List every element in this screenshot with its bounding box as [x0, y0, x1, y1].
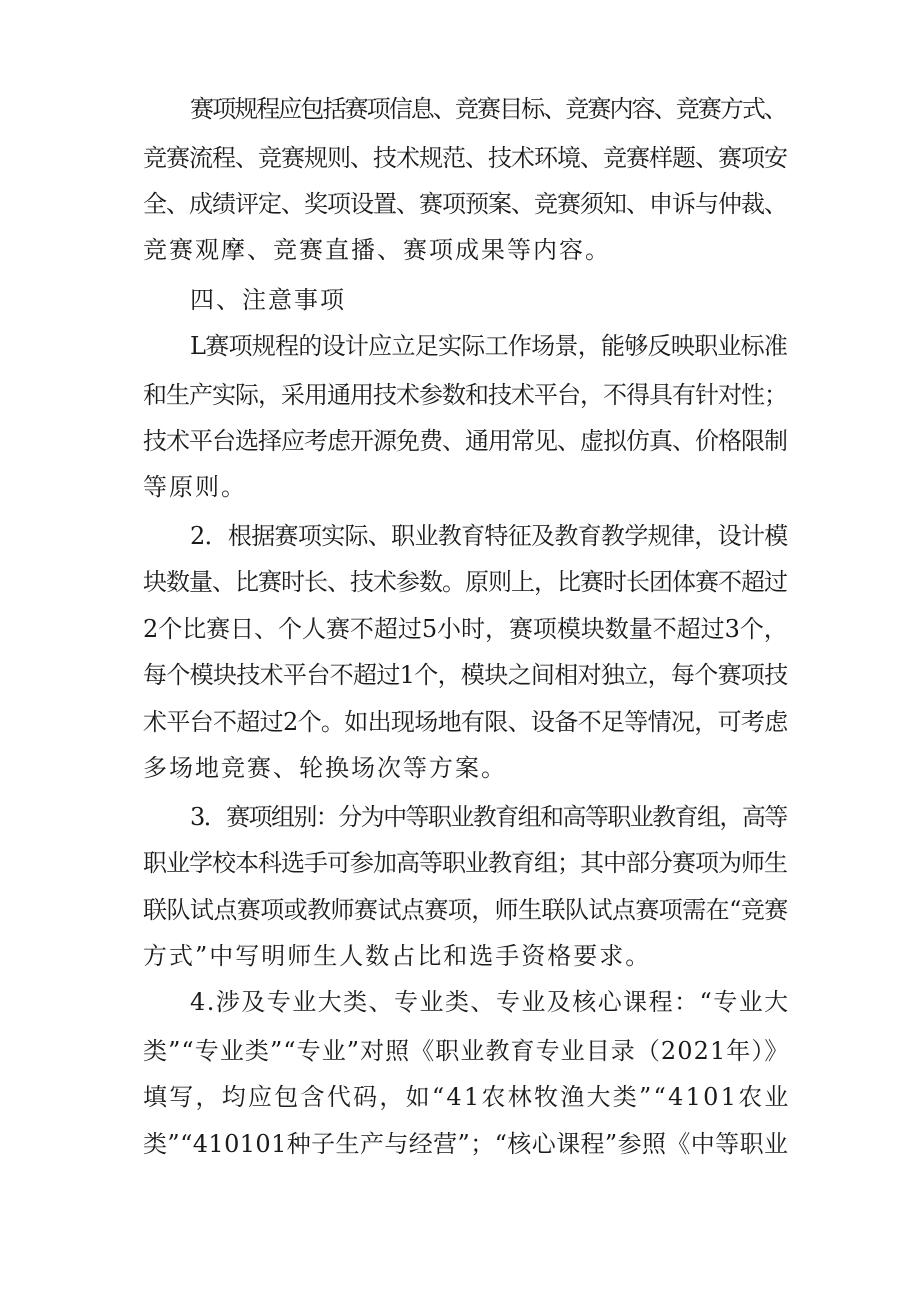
paragraph-line: 和生产实际，采用通用技术参数和技术平台，不得具有针对性；	[143, 381, 787, 409]
section-heading: 四、注意事项	[190, 286, 346, 314]
paragraph-line: 赛项规程应包括赛项信息、竞赛目标、竞赛内容、竞赛方式、	[190, 95, 787, 123]
paragraph-line: 方式”中写明师生人数占比和选手资格要求。	[143, 942, 652, 970]
paragraph-line: 类”“410101种子生产与经营”；“核心课程”参照《中等职业	[143, 1130, 789, 1158]
paragraph-line: 4.涉及专业大类、专业类、专业及核心课程：“专业大	[190, 988, 790, 1016]
paragraph-line: 竞赛流程、竞赛规则、技术规范、技术环境、竞赛样题、赛项安	[143, 144, 787, 172]
paragraph-line: 多场地竞赛、轮换场次等方案。	[143, 754, 507, 782]
paragraph-line: 术平台不超过2个。如出现场地有限、设备不足等情况，可考虑	[143, 708, 788, 736]
paragraph-line: 联队试点赛项或教师赛试点赛项，师生联队试点赛项需在“竞赛	[143, 896, 788, 924]
paragraph-line: 2个比赛日、个人赛不超过5小时，赛项模块数量不超过3个，	[143, 615, 788, 643]
paragraph-line: 等原则。	[143, 473, 247, 501]
paragraph-line: 全、成绩评定、奖项设置、赛项预案、竞赛须知、申诉与仲裁、	[143, 190, 787, 218]
paragraph-line: 竞赛观摩、竞赛直播、赛项成果等内容。	[143, 236, 611, 264]
paragraph-line: 3．赛项组别：分为中等职业教育组和高等职业教育组，高等	[190, 803, 787, 831]
paragraph-line: L赛项规程的设计应立足实际工作场景，能够反映职业标准	[190, 332, 788, 360]
paragraph-line: 块数量、比赛时长、技术参数。原则上，比赛时长团体赛不超过	[143, 568, 787, 596]
paragraph-line: 2．根据赛项实际、职业教育特征及教育教学规律，设计模	[190, 522, 788, 550]
paragraph-line: 填写，均应包含代码，如“41农林牧渔大类”“4101农业	[143, 1083, 791, 1111]
paragraph-line: 类”“专业类”“专业”对照《职业教育专业目录（2021年）》	[143, 1037, 790, 1065]
paragraph-line: 职业学校本科选手可参加高等职业教育组；其中部分赛项为师生	[143, 849, 787, 877]
paragraph-line: 每个模块技术平台不超过1个，模块之间相对独立，每个赛项技	[143, 661, 788, 689]
paragraph-line: 技术平台选择应考虑开源免费、通用常见、虚拟仿真、价格限制	[143, 427, 787, 455]
